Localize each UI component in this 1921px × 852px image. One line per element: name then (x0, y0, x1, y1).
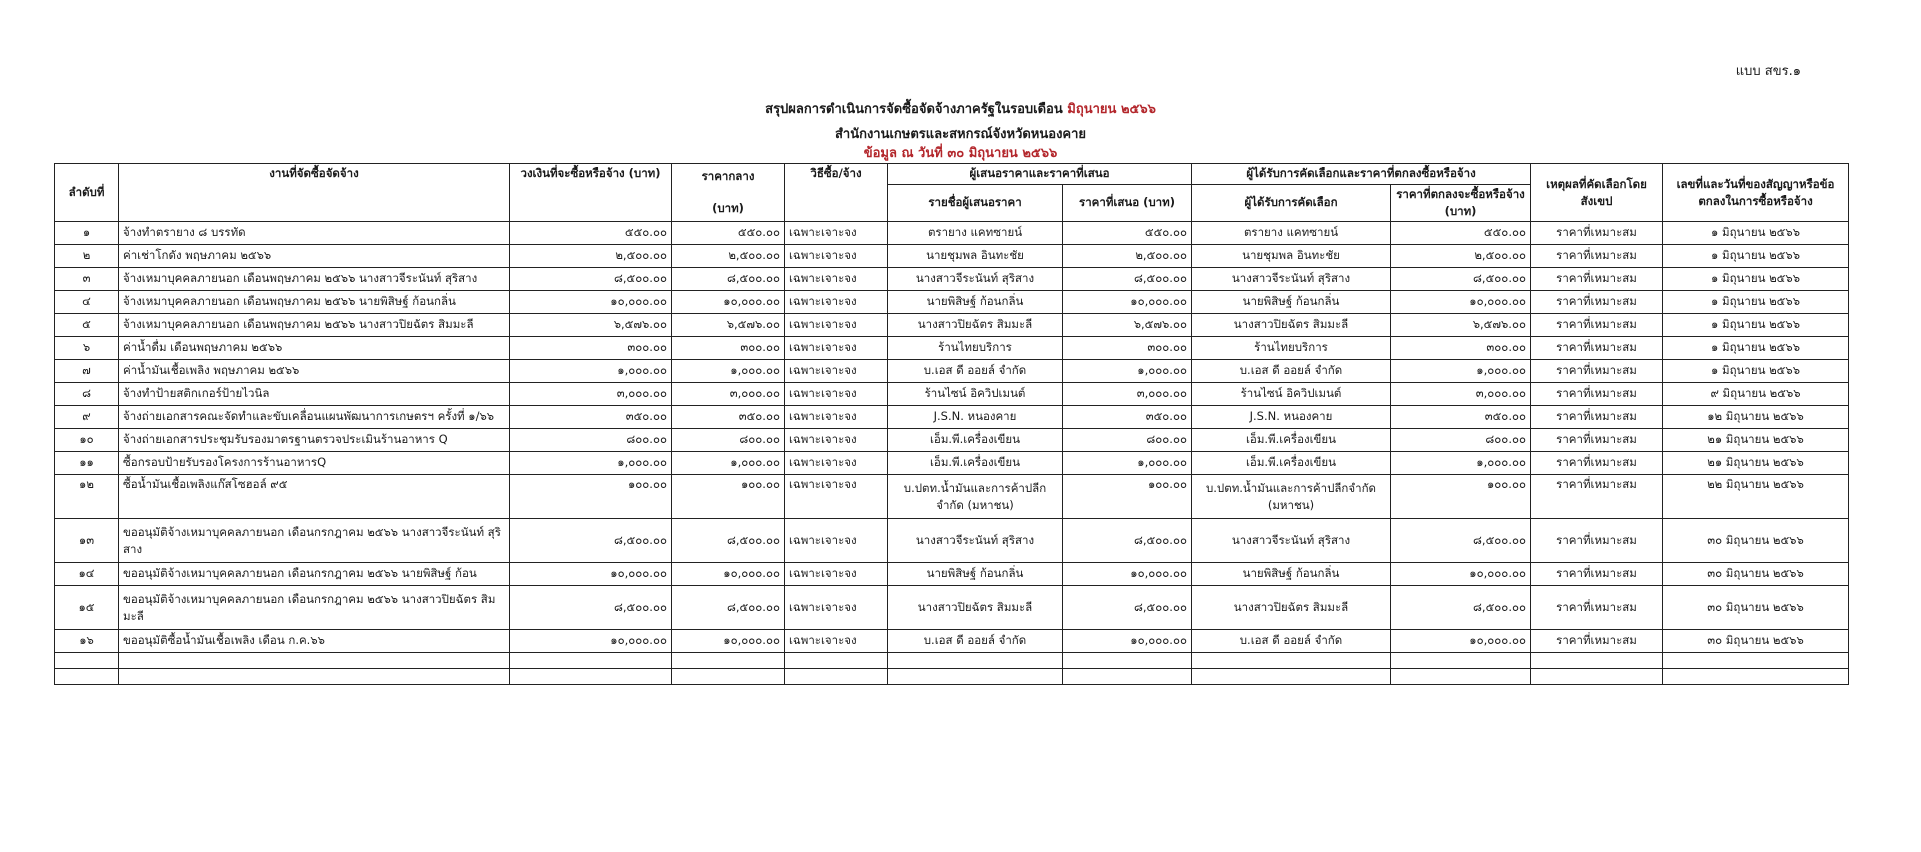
row-no: ๔ (55, 291, 119, 314)
row-median: ๑๐,๐๐๐.๐๐ (672, 630, 785, 653)
row-method: เฉพาะเจาะจง (785, 406, 888, 429)
row-bid: ๑๐๐.๐๐ (1063, 475, 1192, 519)
row-contract: ๓๐ มิถุนายน ๒๕๖๖ (1663, 519, 1849, 563)
blank-cell (1531, 653, 1663, 669)
table-row (55, 337, 1849, 360)
row-item: ขออนุมัติซื้อน้ำมันเชื้อเพลิง เดือน ก.ค.๖๖ (119, 630, 510, 653)
table-row (55, 406, 1849, 429)
row-method: เฉพาะเจาะจง (785, 452, 888, 475)
row-median: ๘,๕๐๐.๐๐ (672, 586, 785, 630)
row-no: ๘ (55, 383, 119, 406)
row-contract: ๑ มิถุนายน ๒๕๖๖ (1663, 268, 1849, 291)
row-winner: นางสาวปิยฉัตร สิมมะลี (1192, 314, 1391, 337)
blank-cell (510, 653, 672, 669)
row-price: ๒,๕๐๐.๐๐ (1391, 245, 1531, 268)
row-budget: ๓๕๐.๐๐ (510, 406, 672, 429)
row-contract: ๑ มิถุนายน ๒๕๖๖ (1663, 337, 1849, 360)
row-price: ๘,๕๐๐.๐๐ (1391, 268, 1531, 291)
table-row (55, 452, 1849, 475)
row-winner: นายพิสิษฐ์ ก้อนกลิ่น (1192, 563, 1391, 586)
row-reason: ราคาที่เหมาะสม (1531, 314, 1663, 337)
row-method: เฉพาะเจาะจง (785, 245, 888, 268)
blank-cell (672, 653, 785, 669)
table-row (55, 291, 1849, 314)
row-bid: ๑๐,๐๐๐.๐๐ (1063, 630, 1192, 653)
row-contract: ๓๐ มิถุนายน ๒๕๖๖ (1663, 586, 1849, 630)
blank-cell (1063, 653, 1192, 669)
row-contract: ๙ มิถุนายน ๒๕๖๖ (1663, 383, 1849, 406)
row-contract: ๓๐ มิถุนายน ๒๕๖๖ (1663, 563, 1849, 586)
row-price: ๑,๐๐๐.๐๐ (1391, 452, 1531, 475)
table-row (55, 475, 1849, 519)
row-median: ๒,๕๐๐.๐๐ (672, 245, 785, 268)
table-row (55, 314, 1849, 337)
row-winner: เอ็ม.พี.เครื่องเขียน (1192, 429, 1391, 452)
row-budget: ๑,๐๐๐.๐๐ (510, 452, 672, 475)
row-bid: ๓,๐๐๐.๐๐ (1063, 383, 1192, 406)
row-bidder: J.S.N. หนองคาย (888, 406, 1063, 429)
row-median: ๘,๕๐๐.๐๐ (672, 268, 785, 291)
row-bid: ๘,๕๐๐.๐๐ (1063, 519, 1192, 563)
row-budget: ๘,๕๐๐.๐๐ (510, 268, 672, 291)
blank-cell (1063, 669, 1192, 685)
row-price: ๑๐,๐๐๐.๐๐ (1391, 291, 1531, 314)
row-price: ๓๐๐.๐๐ (1391, 337, 1531, 360)
row-bidder: นายพิสิษฐ์ ก้อนกลิ่น (888, 563, 1063, 586)
row-no: ๒ (55, 245, 119, 268)
blank-cell (55, 669, 119, 685)
row-no: ๑ (55, 222, 119, 245)
row-reason: ราคาที่เหมาะสม (1531, 268, 1663, 291)
blank-cell (672, 669, 785, 685)
row-contract: ๑ มิถุนายน ๒๕๖๖ (1663, 245, 1849, 268)
row-bidder: บ.เอส ดี ออยล์ จำกัด (888, 360, 1063, 383)
col-header-budget: วงเงินที่จะซื้อหรือจ้าง (บาท) (510, 164, 672, 222)
col-header-contract: เลขที่และวันที่ของสัญญาหรือข้อตกลงในการซื้อหรือจ้าง (1663, 164, 1849, 222)
row-bid: ๖,๕๗๖.๐๐ (1063, 314, 1192, 337)
row-price: ๓๕๐.๐๐ (1391, 406, 1531, 429)
row-median: ๑๐,๐๐๐.๐๐ (672, 291, 785, 314)
row-item: ขออนุมัติจ้างเหมาบุคคลภายนอก เดือนกรกฎาคม ๒๕๖๖ นางสาวปิยฉัตร สิมมะลี (119, 586, 510, 630)
row-bid: ๑,๐๐๐.๐๐ (1063, 452, 1192, 475)
row-item: จ้างถ่ายเอกสารประชุมรับรองมาตรฐานตรวจประเมินร้านอาหาร Q (119, 429, 510, 452)
blank-cell (888, 653, 1063, 669)
row-bid: ๘๐๐.๐๐ (1063, 429, 1192, 452)
row-reason: ราคาที่เหมาะสม (1531, 360, 1663, 383)
row-contract: ๑ มิถุนายน ๒๕๖๖ (1663, 291, 1849, 314)
col-header-bidder-name: รายชื่อผู้เสนอราคา (888, 185, 1063, 222)
row-bidder: เอ็ม.พี.เครื่องเขียน (888, 429, 1063, 452)
row-contract: ๑๒ มิถุนายน ๒๕๖๖ (1663, 406, 1849, 429)
table-row (55, 245, 1849, 268)
row-contract: ๑ มิถุนายน ๒๕๖๖ (1663, 314, 1849, 337)
col-header-median (672, 164, 785, 222)
row-bidder: บ.เอส ดี ออยล์ จำกัด (888, 630, 1063, 653)
row-winner: บ.เอส ดี ออยล์ จำกัด (1192, 360, 1391, 383)
row-method: เฉพาะเจาะจง (785, 314, 888, 337)
row-item: จ้างทำป้ายสติกเกอร์ป้ายไวนิล (119, 383, 510, 406)
row-reason: ราคาที่เหมาะสม (1531, 452, 1663, 475)
col-header-reason: เหตุผลที่คัดเลือกโดยสังเขป (1531, 164, 1663, 222)
row-price: ๘๐๐.๐๐ (1391, 429, 1531, 452)
blank-cell (119, 653, 510, 669)
row-no: ๕ (55, 314, 119, 337)
row-budget: ๓,๐๐๐.๐๐ (510, 383, 672, 406)
row-budget: ๑๐,๐๐๐.๐๐ (510, 563, 672, 586)
row-winner: นายพิสิษฐ์ ก้อนกลิ่น (1192, 291, 1391, 314)
blank-cell (1391, 653, 1531, 669)
row-no: ๑๓ (55, 519, 119, 563)
row-winner: J.S.N. หนองคาย (1192, 406, 1391, 429)
row-bid: ๑๐,๐๐๐.๐๐ (1063, 563, 1192, 586)
row-reason: ราคาที่เหมาะสม (1531, 429, 1663, 452)
row-budget: ๖,๕๗๖.๐๐ (510, 314, 672, 337)
row-bidder: นายชุมพล อินทะชัย (888, 245, 1063, 268)
row-reason: ราคาที่เหมาะสม (1531, 630, 1663, 653)
col-header-no: ลำดับที่ (55, 164, 119, 222)
row-reason: ราคาที่เหมาะสม (1531, 245, 1663, 268)
office-name: สำนักงานเกษตรและสหกรณ์จังหวัดหนองคาย (834, 127, 1087, 142)
row-winner: นางสาวจีระนันท์ สุริสาง (1192, 268, 1391, 291)
blank-cell (785, 669, 888, 685)
row-item: จ้างถ่ายเอกสารคณะจัดทำและขับเคลื่อนแผนพัฒนาการเกษตรฯ ครั้งที่ ๑/๖๖ (119, 406, 510, 429)
row-item: จ้างทำตรายาง ๘ บรรทัด (119, 222, 510, 245)
col-header-median-label: ราคากลาง (701, 168, 755, 183)
row-price: ๓,๐๐๐.๐๐ (1391, 383, 1531, 406)
row-winner: ตรายาง แคทซายน์ (1192, 222, 1391, 245)
row-winner: เอ็ม.พี.เครื่องเขียน (1192, 452, 1391, 475)
row-price: ๕๕๐.๐๐ (1391, 222, 1531, 245)
table-row (55, 268, 1849, 291)
blank-cell (1663, 653, 1849, 669)
row-winner: นายชุมพล อินทะชัย (1192, 245, 1391, 268)
row-no: ๑๖ (55, 630, 119, 653)
row-method: เฉพาะเจาะจง (785, 291, 888, 314)
row-no: ๓ (55, 268, 119, 291)
row-median: ๑๐,๐๐๐.๐๐ (672, 563, 785, 586)
row-contract: ๓๐ มิถุนายน ๒๕๖๖ (1663, 630, 1849, 653)
row-bid: ๘,๕๐๐.๐๐ (1063, 586, 1192, 630)
row-median: ๘๐๐.๐๐ (672, 429, 785, 452)
col-header-item: งานที่จัดซื้อจัดจ้าง (119, 164, 510, 222)
row-item: ซื้อน้ำมันเชื้อเพลิงแก๊สโซฮอล์ ๙๕ (119, 475, 510, 519)
blank-row (55, 653, 1849, 669)
row-winner: นางสาวจีระนันท์ สุริสาง (1192, 519, 1391, 563)
row-item: ค่าเช่าโกดัง พฤษภาคม ๒๕๖๖ (119, 245, 510, 268)
row-reason: ราคาที่เหมาะสม (1531, 475, 1663, 519)
row-method: เฉพาะเจาะจง (785, 383, 888, 406)
table-row (55, 383, 1849, 406)
row-price: ๘,๕๐๐.๐๐ (1391, 519, 1531, 563)
row-median: ๘,๕๐๐.๐๐ (672, 519, 785, 563)
row-budget: ๑๐,๐๐๐.๐๐ (510, 630, 672, 653)
row-bid: ๑๐,๐๐๐.๐๐ (1063, 291, 1192, 314)
row-reason: ราคาที่เหมาะสม (1531, 337, 1663, 360)
row-no: ๗ (55, 360, 119, 383)
table-row (55, 360, 1849, 383)
row-bidder: นางสาวปิยฉัตร สิมมะลี (888, 586, 1063, 630)
row-bid: ๕๕๐.๐๐ (1063, 222, 1192, 245)
row-method: เฉพาะเจาะจง (785, 519, 888, 563)
col-header-method: วิธีซื้อ/จ้าง (785, 164, 888, 222)
row-reason: ราคาที่เหมาะสม (1531, 222, 1663, 245)
blank-row (55, 669, 1849, 685)
row-price: ๑๐,๐๐๐.๐๐ (1391, 630, 1531, 653)
row-median: ๓๕๐.๐๐ (672, 406, 785, 429)
row-reason: ราคาที่เหมาะสม (1531, 563, 1663, 586)
col-group-selected: ผู้ได้รับการคัดเลือกและราคาที่ตกลงซื้อหรือจ้าง (1192, 164, 1531, 185)
row-budget: ๓๐๐.๐๐ (510, 337, 672, 360)
row-bidder: นายพิสิษฐ์ ก้อนกลิ่น (888, 291, 1063, 314)
row-price: ๑๐,๐๐๐.๐๐ (1391, 563, 1531, 586)
row-budget: ๘๐๐.๐๐ (510, 429, 672, 452)
row-no: ๑๕ (55, 586, 119, 630)
row-median: ๓๐๐.๐๐ (672, 337, 785, 360)
row-budget: ๑๐,๐๐๐.๐๐ (510, 291, 672, 314)
blank-cell (1663, 669, 1849, 685)
row-no: ๖ (55, 337, 119, 360)
report-title-month: มิถุนายน ๒๕๖๖ (1067, 102, 1156, 117)
row-method: เฉพาะเจาะจง (785, 360, 888, 383)
table-body (55, 222, 1849, 685)
row-winner: บ.ปตท.น้ำมันและการค้าปลีกจำกัด (มหาชน) (1192, 475, 1391, 519)
row-price: ๑๐๐.๐๐ (1391, 475, 1531, 519)
col-header-agreed-price: ราคาที่ตกลงจะซื้อหรือจ้าง (บาท) (1391, 185, 1531, 222)
row-bidder: บ.ปตท.น้ำมันและการค้าปลีกจำกัด (มหาชน) (888, 475, 1063, 519)
row-contract: ๑ มิถุนายน ๒๕๖๖ (1663, 222, 1849, 245)
row-budget: ๕๕๐.๐๐ (510, 222, 672, 245)
row-no: ๑๒ (55, 475, 119, 519)
row-bidder: นางสาวปิยฉัตร สิมมะลี (888, 314, 1063, 337)
row-bidder: ร้านไซน์ อิควิปเมนต์ (888, 383, 1063, 406)
row-budget: ๑๐๐.๐๐ (510, 475, 672, 519)
row-price: ๖,๕๗๖.๐๐ (1391, 314, 1531, 337)
row-item: ซื้อกรอบป้ายรับรองโครงการร้านอาหารQ (119, 452, 510, 475)
row-contract: ๑ มิถุนายน ๒๕๖๖ (1663, 360, 1849, 383)
row-budget: ๘,๕๐๐.๐๐ (510, 519, 672, 563)
form-code: แบบ สขร.๑ (1735, 64, 1801, 79)
row-reason: ราคาที่เหมาะสม (1531, 291, 1663, 314)
row-median: ๑,๐๐๐.๐๐ (672, 452, 785, 475)
row-median: ๕๕๐.๐๐ (672, 222, 785, 245)
blank-cell (785, 653, 888, 669)
row-winner: ร้านไทยบริการ (1192, 337, 1391, 360)
row-item: ค่าน้ำดื่ม เดือนพฤษภาคม ๒๕๖๖ (119, 337, 510, 360)
row-no: ๑๐ (55, 429, 119, 452)
blank-cell (888, 669, 1063, 685)
table-row (55, 586, 1849, 630)
row-budget: ๘,๕๐๐.๐๐ (510, 586, 672, 630)
row-bidder: ตรายาง แคทซายน์ (888, 222, 1063, 245)
row-method: เฉพาะเจาะจง (785, 475, 888, 519)
col-header-median-unit: (บาท) (712, 200, 744, 215)
blank-cell (510, 669, 672, 685)
row-bid: ๓๕๐.๐๐ (1063, 406, 1192, 429)
row-reason: ราคาที่เหมาะสม (1531, 406, 1663, 429)
row-method: เฉพาะเจาะจง (785, 222, 888, 245)
row-no: ๙ (55, 406, 119, 429)
row-budget: ๑,๐๐๐.๐๐ (510, 360, 672, 383)
blank-cell (1531, 669, 1663, 685)
row-budget: ๒,๕๐๐.๐๐ (510, 245, 672, 268)
row-method: เฉพาะเจาะจง (785, 337, 888, 360)
row-item: ขออนุมัติจ้างเหมาบุคคลภายนอก เดือนกรกฎาคม ๒๕๖๖ นางสาวจีระนันท์ สุริสาง (119, 519, 510, 563)
as-of-date: ข้อมูล ณ วันที่ ๓๐ มิถุนายน ๒๕๖๖ (863, 146, 1058, 161)
row-item: จ้างเหมาบุคคลภายนอก เดือนพฤษภาคม ๒๕๖๖ นายพิสิษฐ์ ก้อนกลิ่น (119, 291, 510, 314)
report-title (0, 98, 1921, 119)
blank-cell (55, 653, 119, 669)
row-median: ๑๐๐.๐๐ (672, 475, 785, 519)
row-bid: ๒,๕๐๐.๐๐ (1063, 245, 1192, 268)
row-bid: ๓๐๐.๐๐ (1063, 337, 1192, 360)
procurement-table (54, 163, 1849, 685)
row-contract: ๒๑ มิถุนายน ๒๕๖๖ (1663, 452, 1849, 475)
col-header-winner: ผู้ได้รับการคัดเลือก (1192, 185, 1391, 222)
row-winner: บ.เอส ดี ออยล์ จำกัด (1192, 630, 1391, 653)
row-median: ๓,๐๐๐.๐๐ (672, 383, 785, 406)
row-contract: ๒๑ มิถุนายน ๒๕๖๖ (1663, 429, 1849, 452)
row-winner: ร้านไซน์ อิควิปเมนต์ (1192, 383, 1391, 406)
row-method: เฉพาะเจาะจง (785, 268, 888, 291)
row-bid: ๑,๐๐๐.๐๐ (1063, 360, 1192, 383)
row-item: จ้างเหมาบุคคลภายนอก เดือนพฤษภาคม ๒๕๖๖ นางสาวจีระนันท์ สุริสาง (119, 268, 510, 291)
table-row (55, 563, 1849, 586)
blank-cell (1192, 653, 1391, 669)
row-item: ค่าน้ำมันเชื้อเพลิง พฤษภาคม ๒๕๖๖ (119, 360, 510, 383)
blank-cell (1192, 669, 1391, 685)
table-row (55, 630, 1849, 653)
row-reason: ราคาที่เหมาะสม (1531, 586, 1663, 630)
row-bidder: เอ็ม.พี.เครื่องเขียน (888, 452, 1063, 475)
row-reason: ราคาที่เหมาะสม (1531, 383, 1663, 406)
blank-cell (1391, 669, 1531, 685)
col-group-bidders: ผู้เสนอราคาและราคาที่เสนอ (888, 164, 1192, 185)
row-contract: ๒๒ มิถุนายน ๒๕๖๖ (1663, 475, 1849, 519)
row-price: ๘,๕๐๐.๐๐ (1391, 586, 1531, 630)
row-bidder: นางสาวจีระนันท์ สุริสาง (888, 268, 1063, 291)
blank-cell (119, 669, 510, 685)
table-row (55, 519, 1849, 563)
row-winner: นางสาวปิยฉัตร สิมมะลี (1192, 586, 1391, 630)
row-method: เฉพาะเจาะจง (785, 429, 888, 452)
report-title-main: สรุปผลการดำเนินการจัดซื้อจัดจ้างภาครัฐในรอบเดือน (765, 102, 1068, 117)
row-no: ๑๑ (55, 452, 119, 475)
row-item: ขออนุมัติจ้างเหมาบุคคลภายนอก เดือนกรกฎาคม ๒๕๖๖ นายพิสิษฐ์ ก้อน (119, 563, 510, 586)
row-method: เฉพาะเจาะจง (785, 630, 888, 653)
col-header-bid-price: ราคาที่เสนอ (บาท) (1063, 185, 1192, 222)
row-method: เฉพาะเจาะจง (785, 563, 888, 586)
table-row (55, 222, 1849, 245)
row-bid: ๘,๕๐๐.๐๐ (1063, 268, 1192, 291)
row-item: จ้างเหมาบุคคลภายนอก เดือนพฤษภาคม ๒๕๖๖ นางสาวปิยฉัตร สิมมะลี (119, 314, 510, 337)
row-median: ๖,๕๗๖.๐๐ (672, 314, 785, 337)
row-bidder: ร้านไทยบริการ (888, 337, 1063, 360)
row-median: ๑,๐๐๐.๐๐ (672, 360, 785, 383)
row-bidder: นางสาวจีระนันท์ สุริสาง (888, 519, 1063, 563)
table-row (55, 429, 1849, 452)
row-no: ๑๔ (55, 563, 119, 586)
row-reason: ราคาที่เหมาะสม (1531, 519, 1663, 563)
row-method: เฉพาะเจาะจง (785, 586, 888, 630)
row-price: ๑,๐๐๐.๐๐ (1391, 360, 1531, 383)
